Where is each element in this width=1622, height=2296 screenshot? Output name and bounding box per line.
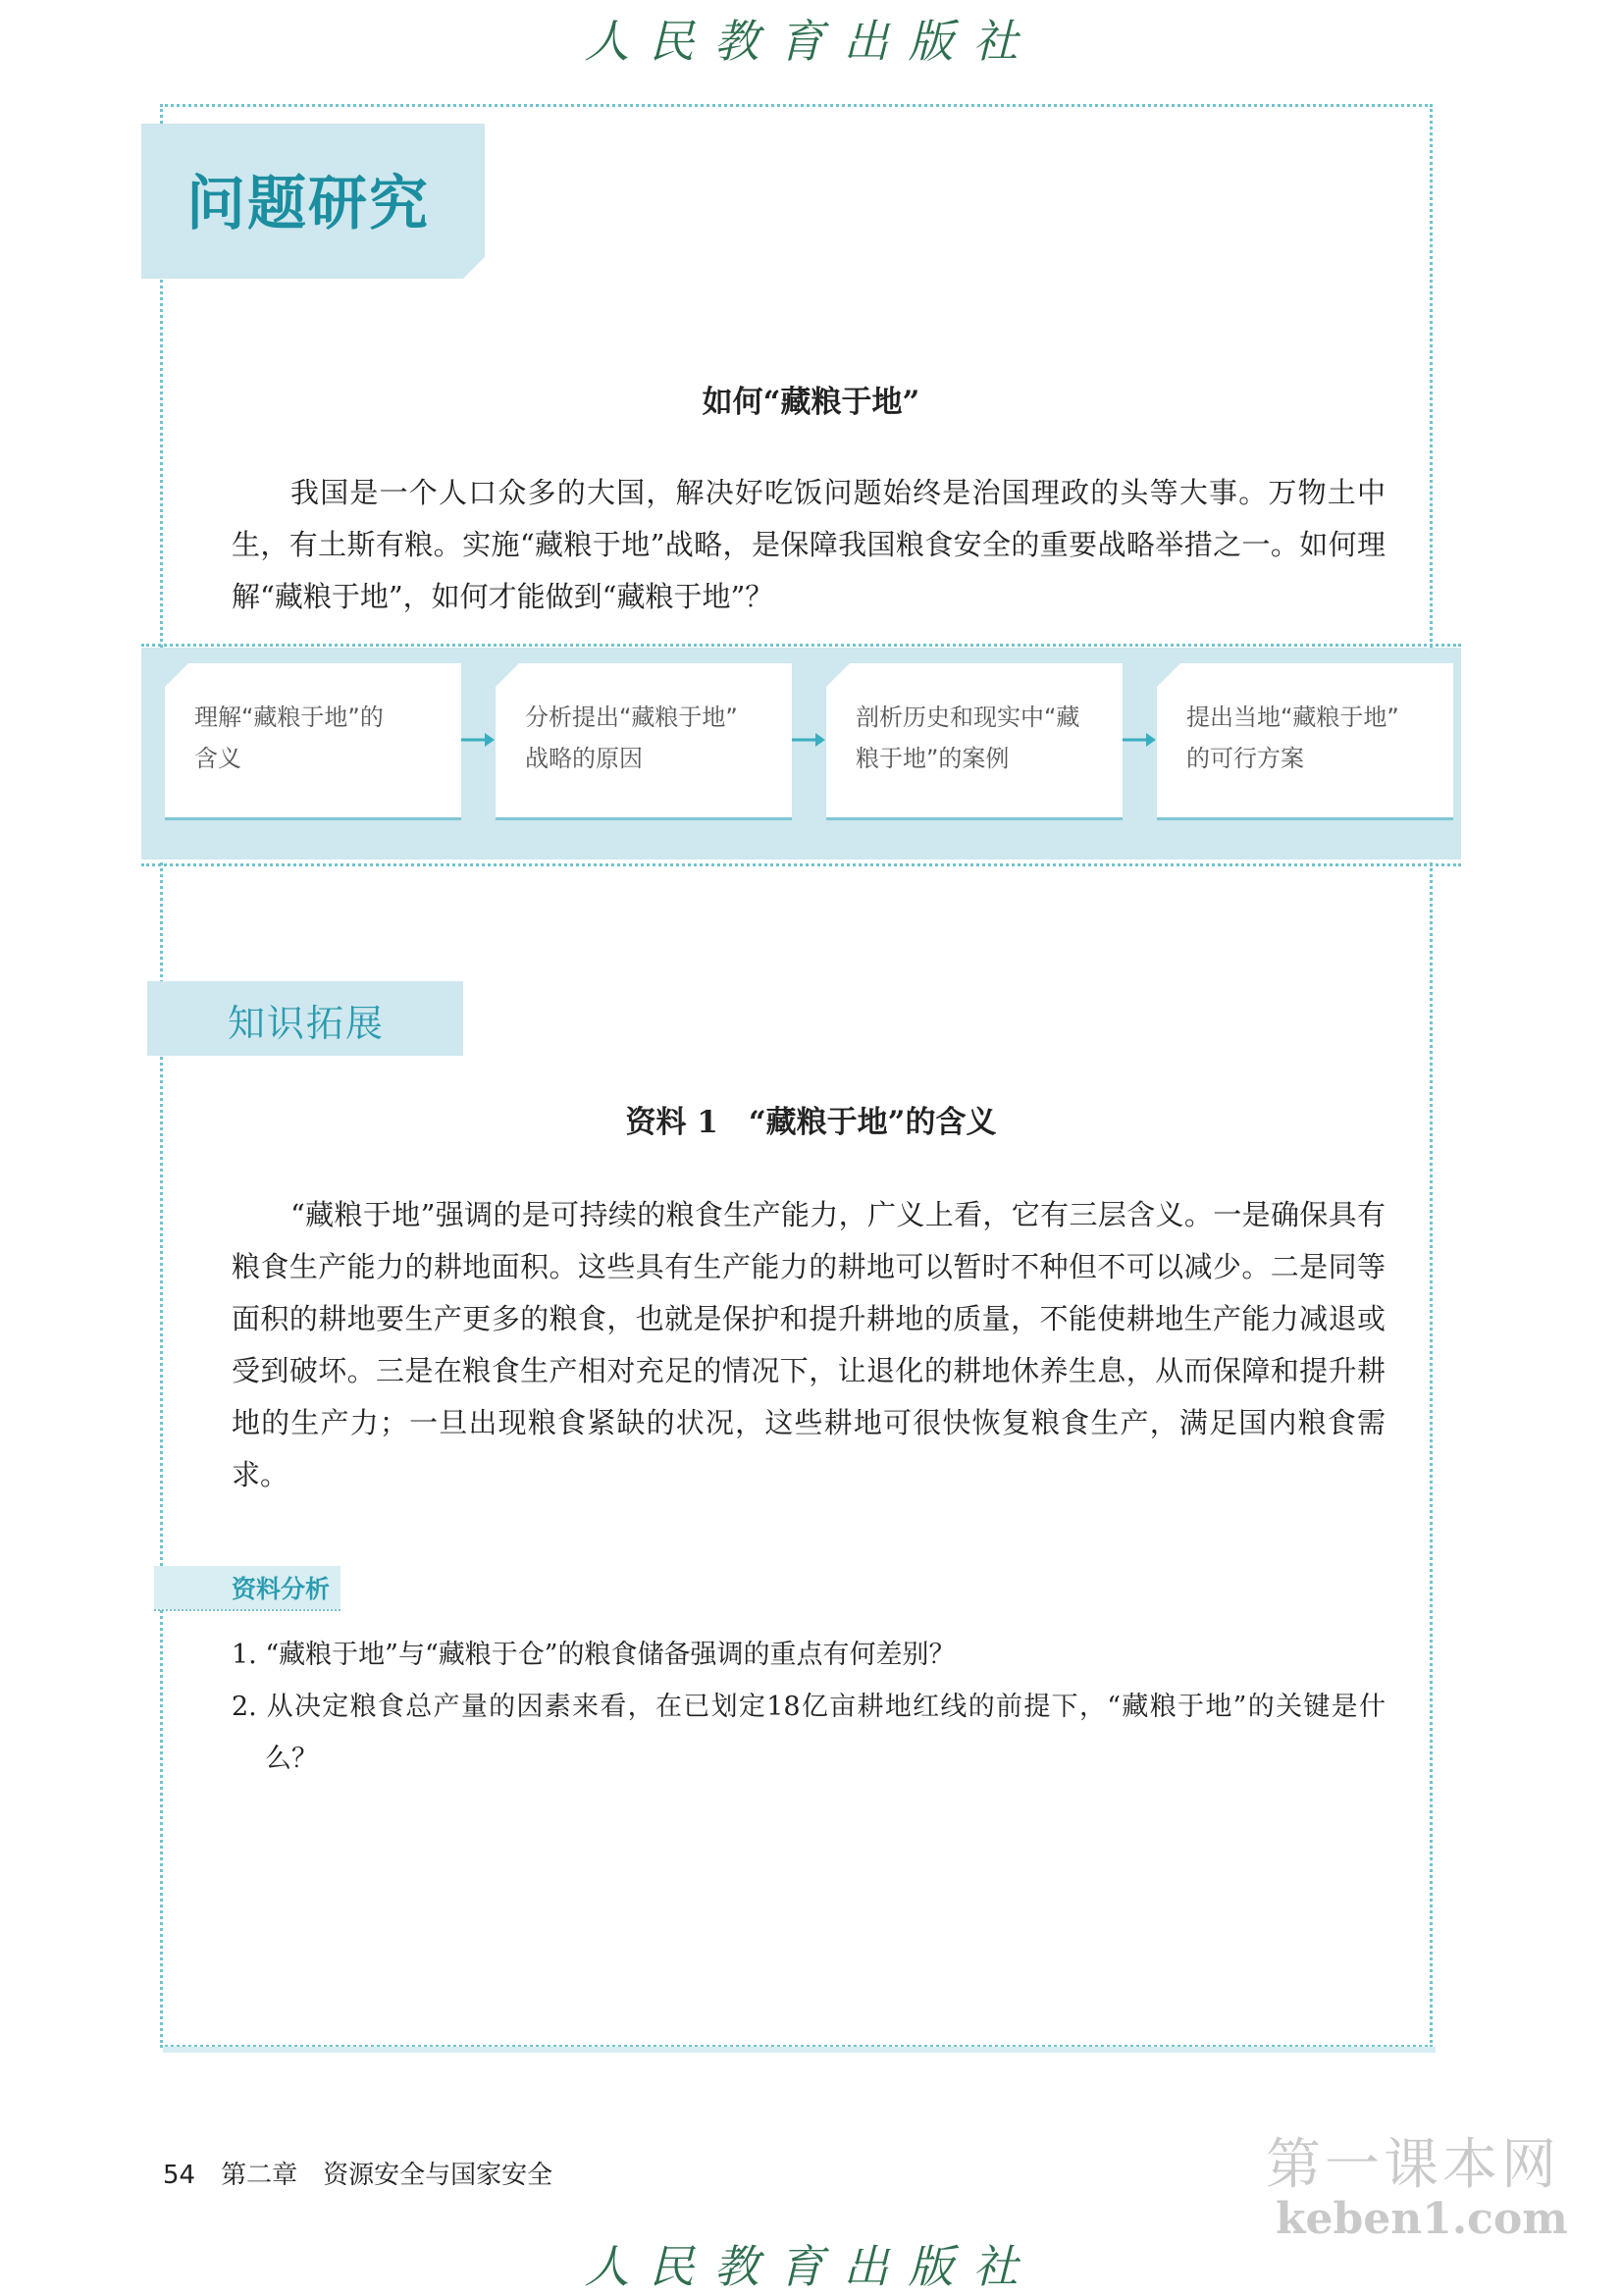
publisher-footer: 人民教育出版社 <box>584 2240 1038 2293</box>
flow-step-2 <box>496 663 792 820</box>
flow-step-4-line2: 的可行方案 <box>1186 745 1304 772</box>
arrow-right-icon <box>790 728 827 752</box>
flow-step-3-line2: 粮于地”的案例 <box>856 745 1010 772</box>
analysis-tag-label: 资料分析 <box>232 1575 331 1603</box>
ribbon-corner <box>461 255 487 281</box>
arrow-right-icon <box>459 728 497 752</box>
flow-step-1-line2: 含义 <box>194 745 241 772</box>
knowledge-tag-label: 知识拓展 <box>228 1002 386 1045</box>
question-1: 1. “藏粮于地”与“藏粮于仓”的粮食储备强调的重点有何差别？ <box>232 1640 956 1670</box>
step-3-corner <box>826 663 850 687</box>
analysis-tag-underline <box>154 1609 340 1611</box>
page-footer <box>163 2155 552 2191</box>
flow-step-1 <box>165 663 461 820</box>
step-4-corner <box>1157 663 1180 687</box>
step-1-corner <box>165 663 188 687</box>
flow-step-4 <box>1157 663 1453 820</box>
chapter-label: 第二章 资源安全与国家安全 <box>221 2161 553 2190</box>
flow-step-3-line1: 剖析历史和现实中“藏 <box>856 704 1080 731</box>
section-title: 问题研究 <box>186 170 430 238</box>
flow-top-border <box>141 644 1461 647</box>
flow-step-4-line1: 提出当地“藏粮于地” <box>1186 704 1399 731</box>
material-paragraph: “藏粮于地”强调的是可持续的粮食生产能力，广义上看，它有三层含义。一是确保具有粮食生产能力的耕地面积。这些具有生产能力的耕地可以暂时不种但不可以减少。二是同等面积的耕地要生产更多的粮食，也就是保护和提升耕地的质量，不能使耕地生产能力减退或受到破坏。三是在粮食生产相对充足的情况下，让退化的耕地休养生息，从而保障和提升耕地的生产力；一旦出现粮食紧缺的状况，这些耕地可很快恢复粮食生产，满足国内粮食需求。 <box>232 1198 1386 1491</box>
flow-step-2-line2: 战略的原因 <box>525 745 643 772</box>
arrow-right-icon <box>1121 728 1158 752</box>
material-title: 资料 1 “藏粮于地”的含义 <box>625 1105 997 1140</box>
watermark-title: 第一课本网 <box>1266 2133 1560 2197</box>
publisher-header: 人民教育出版社 <box>584 15 1038 68</box>
flow-step-2-line1: 分析提出“藏粮于地” <box>525 704 738 731</box>
flow-step-3 <box>826 663 1123 820</box>
flow-step-1-line1: 理解“藏粮于地”的 <box>194 704 384 731</box>
intro-paragraph: 我国是一个人口众多的大国，解决好吃饭问题始终是治国理政的头等大事。万物土中生，有土斯有粮。实施“藏粮于地”战略，是保障我国粮食安全的重要战略举措之一。如何理解“藏粮于地”，如何才能做到“藏粮于地”？ <box>232 476 1386 613</box>
step-2-corner <box>496 663 519 687</box>
frame-shadow <box>163 2047 1436 2053</box>
page-number: 54 <box>163 2161 196 2190</box>
main-title: 如何“藏粮于地” <box>702 385 920 420</box>
question-2: 2. 从决定粮食总产量的因素来看，在已划定18亿亩耕地红线的前提下，“藏粮于地”的关键是什么？ <box>232 1692 1386 1774</box>
flow-bottom-border <box>141 863 1461 866</box>
watermark-url: keben1.com <box>1276 2194 1568 2244</box>
